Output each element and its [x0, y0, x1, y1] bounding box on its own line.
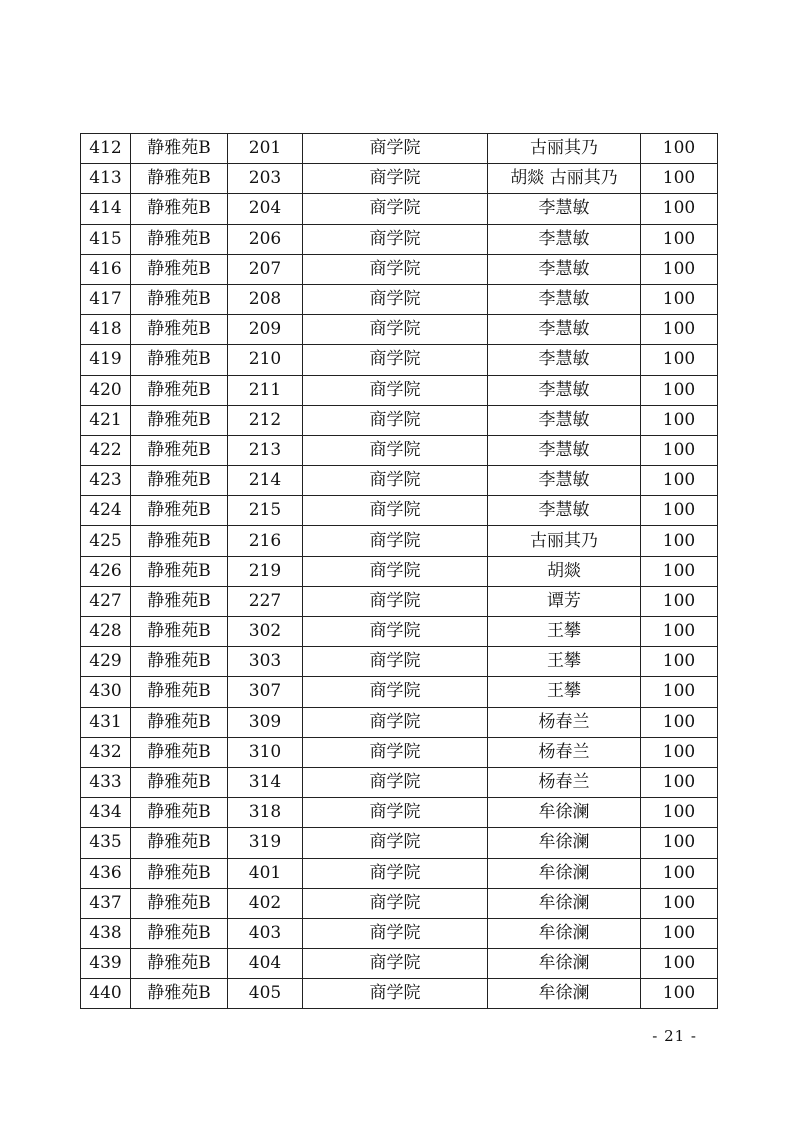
counselor-cell: 李慧敏	[488, 435, 641, 465]
building-cell: 静雅苑B	[131, 254, 228, 284]
college-cell: 商学院	[303, 888, 488, 918]
score-cell: 100	[641, 194, 718, 224]
building-cell: 静雅苑B	[131, 164, 228, 194]
counselor-cell: 牟徐澜	[488, 979, 641, 1009]
counselor-cell: 李慧敏	[488, 254, 641, 284]
table-row	[81, 466, 718, 496]
building-cell: 静雅苑B	[131, 134, 228, 164]
table-row	[81, 224, 718, 254]
building-cell: 静雅苑B	[131, 194, 228, 224]
college-cell: 商学院	[303, 224, 488, 254]
room-cell: 302	[228, 617, 303, 647]
room-cell: 319	[228, 828, 303, 858]
college-cell: 商学院	[303, 315, 488, 345]
room-cell: 405	[228, 979, 303, 1009]
building-cell: 静雅苑B	[131, 405, 228, 435]
counselor-cell: 牟徐澜	[488, 858, 641, 888]
counselor-cell: 李慧敏	[488, 284, 641, 314]
room-cell: 211	[228, 375, 303, 405]
room-cell: 401	[228, 858, 303, 888]
score-cell: 100	[641, 315, 718, 345]
room-cell: 210	[228, 345, 303, 375]
score-cell: 100	[641, 918, 718, 948]
building-cell: 静雅苑B	[131, 496, 228, 526]
row-index-cell: 438	[81, 918, 131, 948]
score-cell: 100	[641, 737, 718, 767]
score-cell: 100	[641, 345, 718, 375]
counselor-cell: 牟徐澜	[488, 888, 641, 918]
table-row	[81, 194, 718, 224]
table-row	[81, 737, 718, 767]
table-row	[81, 435, 718, 465]
row-index-cell: 425	[81, 526, 131, 556]
table-row	[81, 677, 718, 707]
room-cell: 213	[228, 435, 303, 465]
college-cell: 商学院	[303, 134, 488, 164]
row-index-cell: 413	[81, 164, 131, 194]
row-index-cell: 420	[81, 375, 131, 405]
score-cell: 100	[641, 647, 718, 677]
score-cell: 100	[641, 164, 718, 194]
row-index-cell: 437	[81, 888, 131, 918]
counselor-cell: 胡燚 古丽其乃	[488, 164, 641, 194]
page-number: - 21 -	[652, 1027, 697, 1045]
building-cell: 静雅苑B	[131, 949, 228, 979]
row-index-cell: 417	[81, 284, 131, 314]
counselor-cell: 牟徐澜	[488, 798, 641, 828]
table-row	[81, 949, 718, 979]
room-cell: 307	[228, 677, 303, 707]
counselor-cell: 杨春兰	[488, 707, 641, 737]
row-index-cell: 412	[81, 134, 131, 164]
college-cell: 商学院	[303, 435, 488, 465]
row-index-cell: 415	[81, 224, 131, 254]
row-index-cell: 422	[81, 435, 131, 465]
counselor-cell: 李慧敏	[488, 224, 641, 254]
college-cell: 商学院	[303, 405, 488, 435]
score-cell: 100	[641, 949, 718, 979]
college-cell: 商学院	[303, 526, 488, 556]
college-cell: 商学院	[303, 828, 488, 858]
room-cell: 216	[228, 526, 303, 556]
row-index-cell: 430	[81, 677, 131, 707]
counselor-cell: 古丽其乃	[488, 134, 641, 164]
score-cell: 100	[641, 556, 718, 586]
counselor-cell: 李慧敏	[488, 315, 641, 345]
college-cell: 商学院	[303, 767, 488, 797]
table-row	[81, 496, 718, 526]
building-cell: 静雅苑B	[131, 224, 228, 254]
room-cell: 214	[228, 466, 303, 496]
college-cell: 商学院	[303, 164, 488, 194]
counselor-cell: 李慧敏	[488, 496, 641, 526]
college-cell: 商学院	[303, 617, 488, 647]
room-cell: 206	[228, 224, 303, 254]
building-cell: 静雅苑B	[131, 526, 228, 556]
score-cell: 100	[641, 888, 718, 918]
room-cell: 303	[228, 647, 303, 677]
table-row	[81, 586, 718, 616]
room-cell: 403	[228, 918, 303, 948]
building-cell: 静雅苑B	[131, 586, 228, 616]
building-cell: 静雅苑B	[131, 617, 228, 647]
table-row	[81, 556, 718, 586]
college-cell: 商学院	[303, 647, 488, 677]
row-index-cell: 414	[81, 194, 131, 224]
college-cell: 商学院	[303, 194, 488, 224]
college-cell: 商学院	[303, 586, 488, 616]
score-cell: 100	[641, 858, 718, 888]
table-row	[81, 315, 718, 345]
college-cell: 商学院	[303, 979, 488, 1009]
counselor-cell: 李慧敏	[488, 466, 641, 496]
counselor-cell: 王攀	[488, 677, 641, 707]
counselor-cell: 杨春兰	[488, 767, 641, 797]
table-row	[81, 617, 718, 647]
building-cell: 静雅苑B	[131, 647, 228, 677]
room-cell: 208	[228, 284, 303, 314]
row-index-cell: 440	[81, 979, 131, 1009]
score-cell: 100	[641, 254, 718, 284]
table-row	[81, 134, 718, 164]
table-row	[81, 767, 718, 797]
room-cell: 203	[228, 164, 303, 194]
row-index-cell: 416	[81, 254, 131, 284]
counselor-cell: 李慧敏	[488, 375, 641, 405]
row-index-cell: 427	[81, 586, 131, 616]
table-row	[81, 526, 718, 556]
room-cell: 402	[228, 888, 303, 918]
building-cell: 静雅苑B	[131, 828, 228, 858]
table-row	[81, 405, 718, 435]
counselor-cell: 李慧敏	[488, 194, 641, 224]
room-cell: 212	[228, 405, 303, 435]
score-cell: 100	[641, 828, 718, 858]
table-row	[81, 647, 718, 677]
row-index-cell: 421	[81, 405, 131, 435]
score-cell: 100	[641, 435, 718, 465]
building-cell: 静雅苑B	[131, 677, 228, 707]
score-cell: 100	[641, 375, 718, 405]
table-row	[81, 284, 718, 314]
row-index-cell: 432	[81, 737, 131, 767]
room-cell: 318	[228, 798, 303, 828]
table-row	[81, 918, 718, 948]
room-cell: 219	[228, 556, 303, 586]
building-cell: 静雅苑B	[131, 979, 228, 1009]
college-cell: 商学院	[303, 707, 488, 737]
building-cell: 静雅苑B	[131, 798, 228, 828]
building-cell: 静雅苑B	[131, 435, 228, 465]
score-cell: 100	[641, 496, 718, 526]
table-row	[81, 828, 718, 858]
building-cell: 静雅苑B	[131, 284, 228, 314]
row-index-cell: 439	[81, 949, 131, 979]
college-cell: 商学院	[303, 496, 488, 526]
row-index-cell: 426	[81, 556, 131, 586]
row-index-cell: 418	[81, 315, 131, 345]
counselor-cell: 王攀	[488, 617, 641, 647]
counselor-cell: 牟徐澜	[488, 918, 641, 948]
room-cell: 227	[228, 586, 303, 616]
college-cell: 商学院	[303, 284, 488, 314]
room-cell: 207	[228, 254, 303, 284]
table-row	[81, 375, 718, 405]
room-cell: 201	[228, 134, 303, 164]
row-index-cell: 433	[81, 767, 131, 797]
row-index-cell: 436	[81, 858, 131, 888]
dormitory-table	[80, 133, 718, 1009]
table-row	[81, 888, 718, 918]
score-cell: 100	[641, 979, 718, 1009]
college-cell: 商学院	[303, 858, 488, 888]
college-cell: 商学院	[303, 798, 488, 828]
table-row	[81, 254, 718, 284]
row-index-cell: 423	[81, 466, 131, 496]
table-row	[81, 798, 718, 828]
score-cell: 100	[641, 466, 718, 496]
building-cell: 静雅苑B	[131, 466, 228, 496]
college-cell: 商学院	[303, 556, 488, 586]
table-row	[81, 979, 718, 1009]
room-cell: 404	[228, 949, 303, 979]
score-cell: 100	[641, 134, 718, 164]
row-index-cell: 435	[81, 828, 131, 858]
college-cell: 商学院	[303, 918, 488, 948]
counselor-cell: 杨春兰	[488, 737, 641, 767]
college-cell: 商学院	[303, 254, 488, 284]
score-cell: 100	[641, 526, 718, 556]
college-cell: 商学院	[303, 949, 488, 979]
score-cell: 100	[641, 798, 718, 828]
counselor-cell: 王攀	[488, 647, 641, 677]
building-cell: 静雅苑B	[131, 315, 228, 345]
room-cell: 310	[228, 737, 303, 767]
table-row	[81, 345, 718, 375]
college-cell: 商学院	[303, 466, 488, 496]
row-index-cell: 419	[81, 345, 131, 375]
room-cell: 309	[228, 707, 303, 737]
table-body	[81, 134, 718, 1009]
counselor-cell: 古丽其乃	[488, 526, 641, 556]
room-cell: 209	[228, 315, 303, 345]
counselor-cell: 谭芳	[488, 586, 641, 616]
score-cell: 100	[641, 405, 718, 435]
building-cell: 静雅苑B	[131, 375, 228, 405]
table-row	[81, 858, 718, 888]
room-cell: 204	[228, 194, 303, 224]
score-cell: 100	[641, 767, 718, 797]
building-cell: 静雅苑B	[131, 888, 228, 918]
college-cell: 商学院	[303, 345, 488, 375]
college-cell: 商学院	[303, 375, 488, 405]
counselor-cell: 胡燚	[488, 556, 641, 586]
building-cell: 静雅苑B	[131, 737, 228, 767]
score-cell: 100	[641, 586, 718, 616]
building-cell: 静雅苑B	[131, 918, 228, 948]
counselor-cell: 牟徐澜	[488, 949, 641, 979]
row-index-cell: 429	[81, 647, 131, 677]
counselor-cell: 牟徐澜	[488, 828, 641, 858]
college-cell: 商学院	[303, 677, 488, 707]
table-row	[81, 707, 718, 737]
score-cell: 100	[641, 284, 718, 314]
counselor-cell: 李慧敏	[488, 345, 641, 375]
row-index-cell: 431	[81, 707, 131, 737]
score-cell: 100	[641, 224, 718, 254]
building-cell: 静雅苑B	[131, 556, 228, 586]
college-cell: 商学院	[303, 737, 488, 767]
row-index-cell: 434	[81, 798, 131, 828]
building-cell: 静雅苑B	[131, 345, 228, 375]
room-cell: 314	[228, 767, 303, 797]
score-cell: 100	[641, 617, 718, 647]
counselor-cell: 李慧敏	[488, 405, 641, 435]
row-index-cell: 428	[81, 617, 131, 647]
room-cell: 215	[228, 496, 303, 526]
row-index-cell: 424	[81, 496, 131, 526]
score-cell: 100	[641, 677, 718, 707]
building-cell: 静雅苑B	[131, 858, 228, 888]
building-cell: 静雅苑B	[131, 767, 228, 797]
building-cell: 静雅苑B	[131, 707, 228, 737]
table-row	[81, 164, 718, 194]
score-cell: 100	[641, 707, 718, 737]
